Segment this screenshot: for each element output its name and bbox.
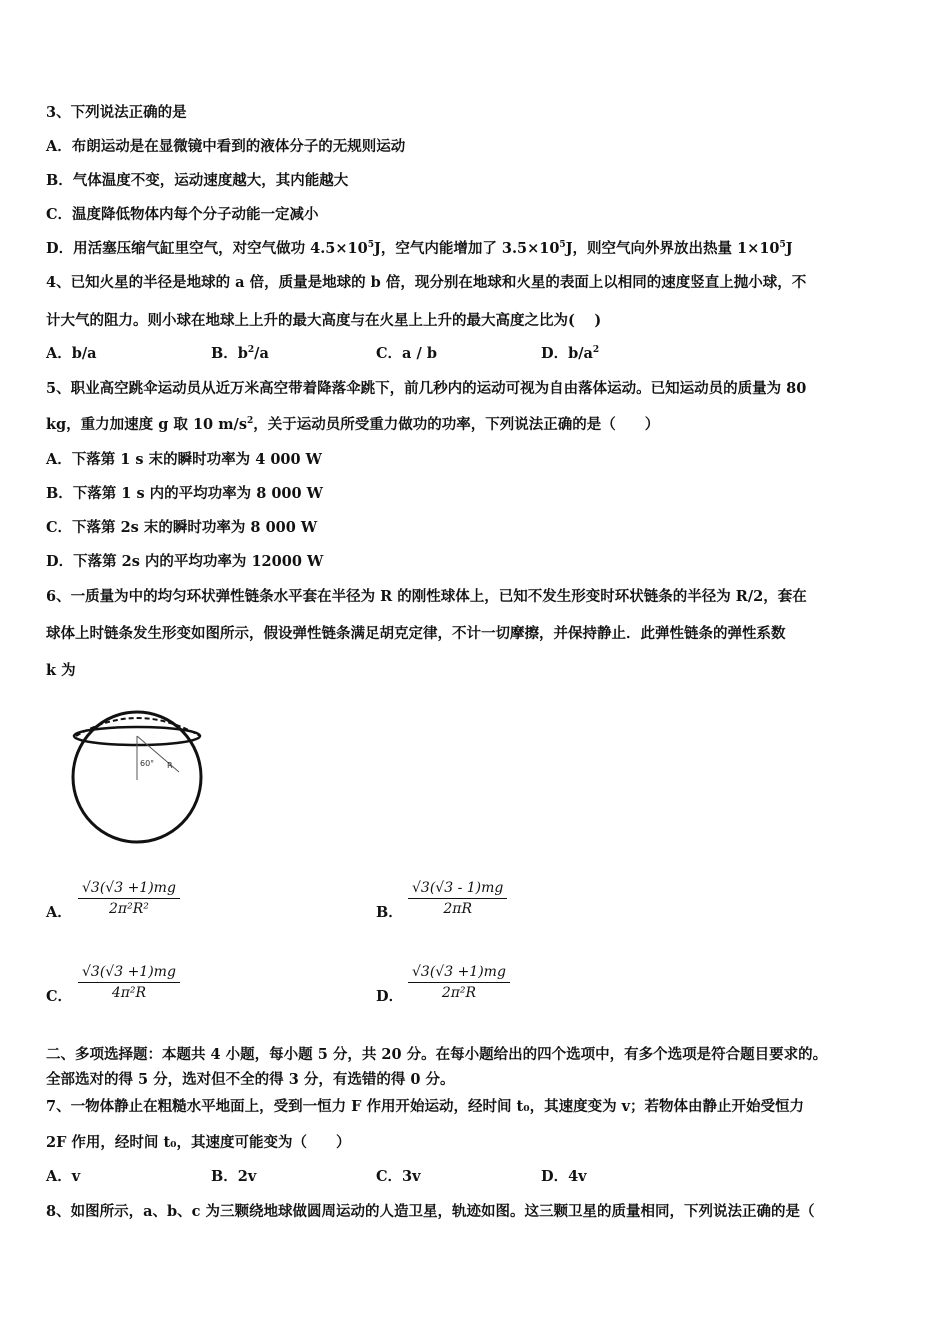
- q7-stem-line1: 7、一物体静止在粗糙水平地面上，受到一恒力 F 作用开始运动，经时间 t₀，其速度变为 v；若物体由静止开始受恒力: [46, 1098, 805, 1115]
- q4-stem-line1: 4、已知火星的半径是地球的 a 倍，质量是地球的 b 倍，现分别在地球和火星的表面上以相同的速度竖直上抛小球，不: [46, 274, 807, 291]
- angle-label: 60°: [140, 759, 155, 768]
- sphere-chain-figure: [66, 700, 216, 845]
- q6-option-b-denominator: 2πR: [443, 901, 472, 917]
- q3-option-b: B．气体温度不变，运动速度越大，其内能越大: [46, 172, 349, 189]
- q4-stem-line2: 计大气的阻力。则小球在地球上上升的最大高度与在火星上上升的最大高度之比为( ): [46, 312, 602, 329]
- q6-option-c-label: C．: [46, 988, 73, 1005]
- q6-option-c-denominator: 4π²R: [111, 985, 147, 1001]
- q6-option-d-numerator: √3(√3 +1)mg: [408, 964, 510, 983]
- q6-option-a-numerator: √3(√3 +1)mg: [78, 880, 180, 899]
- q6-stem-line1: 6、一质量为中的均匀环状弹性链条水平套在半径为 R 的刚性球体上，已知不发生形变时环状链条的半径为 R/2，套在: [46, 588, 807, 605]
- q6-option-a-denominator: 2π²R²: [109, 901, 149, 917]
- q5-option-b: B．下落第 1 s 内的平均功率为 8 000 W: [46, 485, 323, 502]
- q3-stem: 3、下列说法正确的是: [46, 104, 187, 121]
- q7-option-c: C．3v: [376, 1168, 421, 1185]
- q6-option-a-label: A．: [46, 904, 72, 921]
- q4-option-d: D．$b/a^2$: [541, 345, 600, 362]
- q6-option-c-fraction: [78, 964, 180, 1001]
- q5-option-a: A．下落第 1 s 末的瞬时功率为 4 000 W: [46, 451, 322, 468]
- q3-option-d: D．用活塞压缩气缸里空气，对空气做功 $4.5\times 10^5J$，空气内能增加了 $3.5\times 10^5J$，则空气向外界放出热量 $1\times 10^5J$: [46, 240, 793, 257]
- q6-option-a-fraction: [78, 880, 180, 917]
- q7-option-d: D．4v: [541, 1168, 587, 1185]
- q6-option-c-numerator: √3(√3 +1)mg: [78, 964, 180, 983]
- q6-stem-line2: 球体上时链条发生形变如图所示，假设弹性链条满足胡克定律，不计一切摩擦，并保持静止．此弹性链条的弹性系数: [46, 625, 786, 642]
- q5-option-c: C．下落第 2s 末的瞬时功率为 8 000 W: [46, 519, 318, 536]
- q7-stem-line2: 2F 作用，经时间 t₀，其速度可能变为（ ）: [46, 1134, 351, 1151]
- q3-option-a: A．布朗运动是在显微镜中看到的液体分子的无规则运动: [46, 138, 406, 155]
- q5-option-d: D．下落第 2s 内的平均功率为 12000 W: [46, 553, 324, 570]
- q8-stem-line1: 8、如图所示，a、b、c 为三颗绕地球做圆周运动的人造卫星，轨迹如图。这三颗卫星的质量相同，下列说法正确的是（: [46, 1203, 815, 1220]
- q6-option-d-denominator: 2π²R: [441, 985, 477, 1001]
- q6-option-b-numerator: √3(√3 - 1)mg: [408, 880, 507, 899]
- q7-option-a: A．v: [46, 1168, 81, 1185]
- q6-option-b-fraction: [408, 880, 507, 917]
- section2-heading-line2: 全部选对的得 5 分，选对但不全的得 3 分，有选错的得 0 分。: [46, 1071, 455, 1088]
- q3-option-c: C．温度降低物体内每个分子动能一定减小: [46, 206, 319, 223]
- radius-label: R: [167, 761, 173, 770]
- q6-stem-line3: k 为: [46, 662, 76, 679]
- q5-stem-line2: kg，重力加速度 g 取 10 $m/s^2$，关于运动员所受重力做功的功率，下列说法正确的是（ ）: [46, 416, 660, 433]
- q4-option-b: B．$b^2/a$: [211, 345, 269, 362]
- q6-option-b-label: B．: [376, 904, 403, 921]
- q4-option-c: C．a / b: [376, 345, 437, 362]
- q6-option-d-label: D．: [376, 988, 404, 1005]
- section2-heading-line1: 二、多项选择题：本题共 4 小题，每小题 5 分，共 20 分。在每小题给出的四个选项中，有多个选项是符合题目要求的。: [46, 1046, 828, 1063]
- q7-option-b: B．2v: [211, 1168, 257, 1185]
- q6-option-d-fraction: [408, 964, 510, 1001]
- q4-option-a: A．b/a: [46, 345, 97, 362]
- q5-stem-line1: 5、职业高空跳伞运动员从近万米高空带着降落伞跳下，前几秒内的运动可视为自由落体运动。已知运动员的质量为 80: [46, 380, 807, 397]
